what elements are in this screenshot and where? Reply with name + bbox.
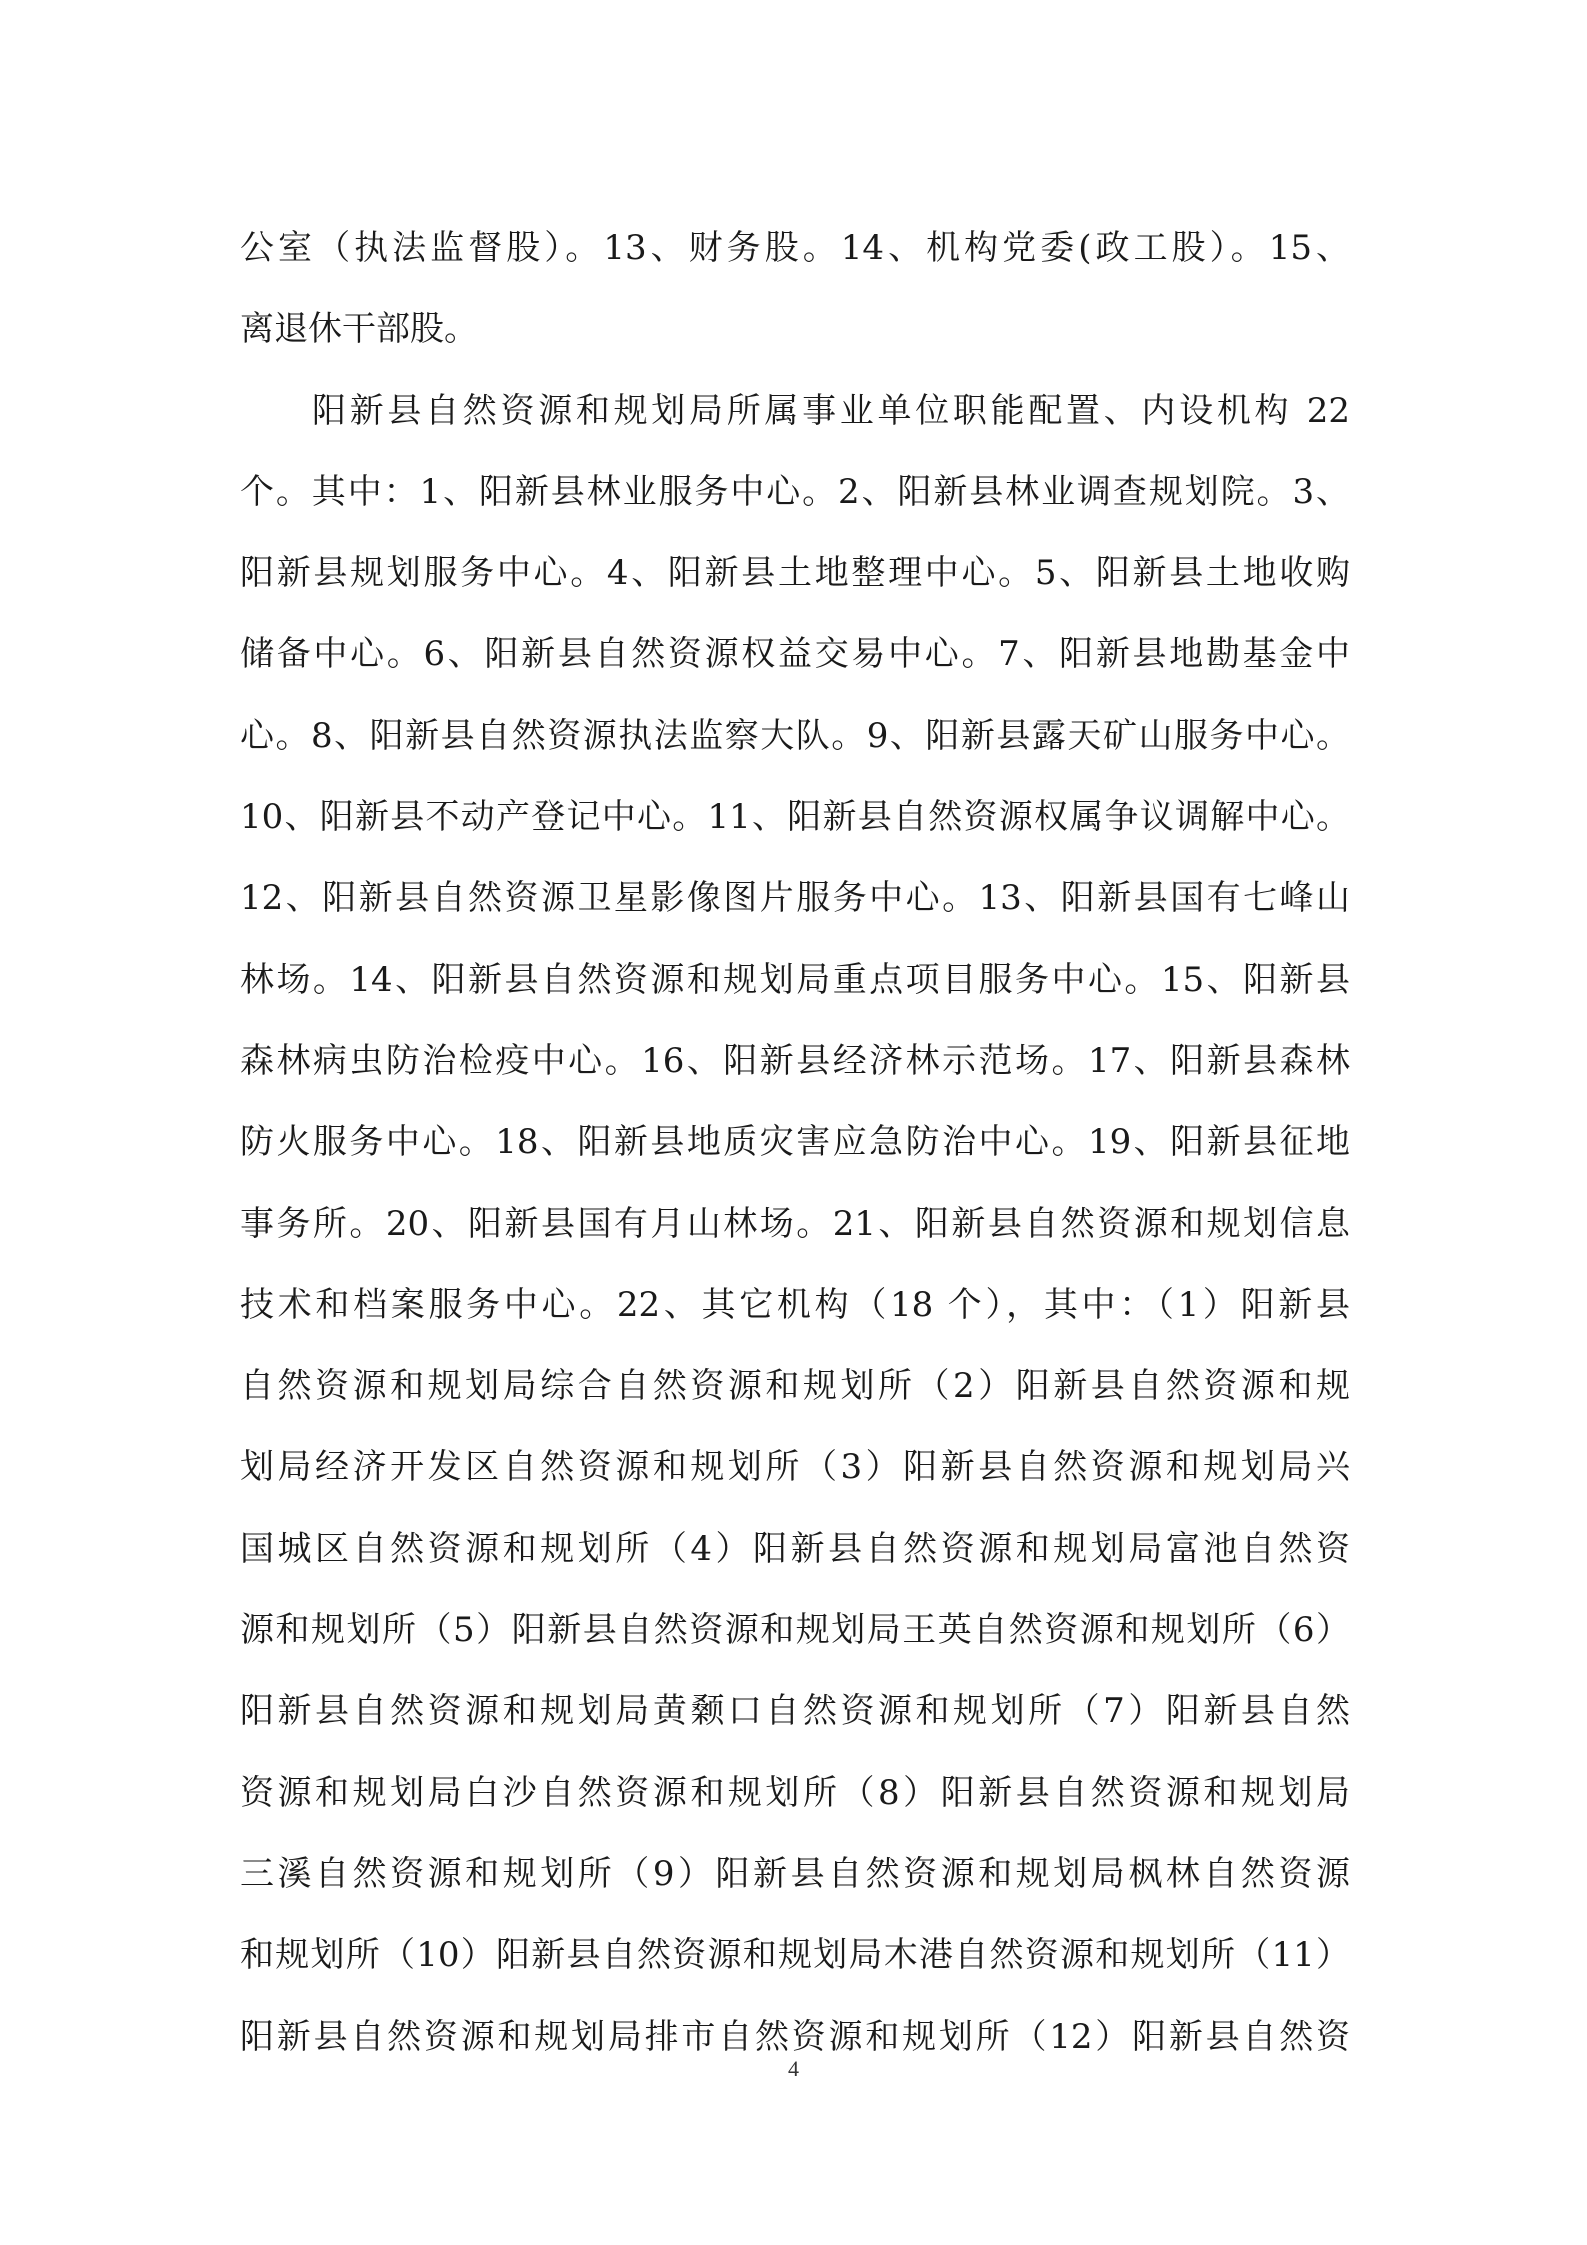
text-line: 国城区自然资源和规划所（4）阳新县自然资源和规划局富池自然资	[240, 1528, 1350, 1569]
text-line: 防火服务中心。18、阳新县地质灾害应急防治中心。19、阳新县征地	[240, 1122, 1350, 1163]
text-line: 自然资源和规划局综合自然资源和规划所（2）阳新县自然资源和规	[240, 1366, 1350, 1407]
text-line: 12、阳新县自然资源卫星影像图片服务中心。13、阳新县国有七峰山	[240, 878, 1350, 919]
text-line: 森林病虫防治检疫中心。16、阳新县经济林示范场。17、阳新县森林	[240, 1040, 1350, 1081]
text-line: 源和规划所（5）阳新县自然资源和规划局王英自然资源和规划所（6）	[240, 1610, 1350, 1651]
text-line: 阳新县自然资源和规划局黄颡口自然资源和规划所（7）阳新县自然	[240, 1691, 1350, 1732]
text-line: 离退休干部股。	[240, 309, 478, 350]
text-line: 阳新县规划服务中心。4、阳新县土地整理中心。5、阳新县土地收购	[240, 553, 1350, 594]
text-line: 技术和档案服务中心。22、其它机构（18 个），其中：（1）阳新县	[240, 1284, 1350, 1325]
text-line: 划局经济开发区自然资源和规划所（3）阳新县自然资源和规划局兴	[240, 1447, 1350, 1488]
text-line: 10、阳新县不动产登记中心。11、阳新县自然资源权属争议调解中心。	[240, 797, 1350, 838]
text-line: 阳新县自然资源和规划局排市自然资源和规划所（12）阳新县自然资	[240, 2016, 1350, 2057]
text-line: 和规划所（10）阳新县自然资源和规划局木港自然资源和规划所（11）	[240, 1935, 1350, 1976]
text-line: 资源和规划局白沙自然资源和规划所（8）阳新县自然资源和规划局	[240, 1772, 1350, 1813]
text-line: 三溪自然资源和规划所（9）阳新县自然资源和规划局枫林自然资源	[240, 1853, 1350, 1894]
text-line: 公室（执法监督股）。13、财务股。14、机构党委(政工股）。15、	[240, 228, 1350, 268]
text-line: 林场。14、阳新县自然资源和规划局重点项目服务中心。15、阳新县	[240, 959, 1350, 1000]
page-number: 4	[788, 2056, 799, 2081]
text-line: 储备中心。6、阳新县自然资源权益交易中心。7、阳新县地勘基金中	[240, 634, 1350, 675]
text-line: 心。8、阳新县自然资源执法监察大队。9、阳新县露天矿山服务中心。	[240, 715, 1350, 756]
body-text	[240, 208, 1350, 2078]
text-line: 事务所。20、阳新县国有月山林场。21、阳新县自然资源和规划信息	[240, 1203, 1350, 1244]
paragraph-first-line: 阳新县自然资源和规划局所属事业单位职能配置、内设机构 22	[312, 390, 1350, 431]
text-line: 个。其中：1、阳新县林业服务中心。2、阳新县林业调查规划院。3、	[240, 471, 1350, 512]
